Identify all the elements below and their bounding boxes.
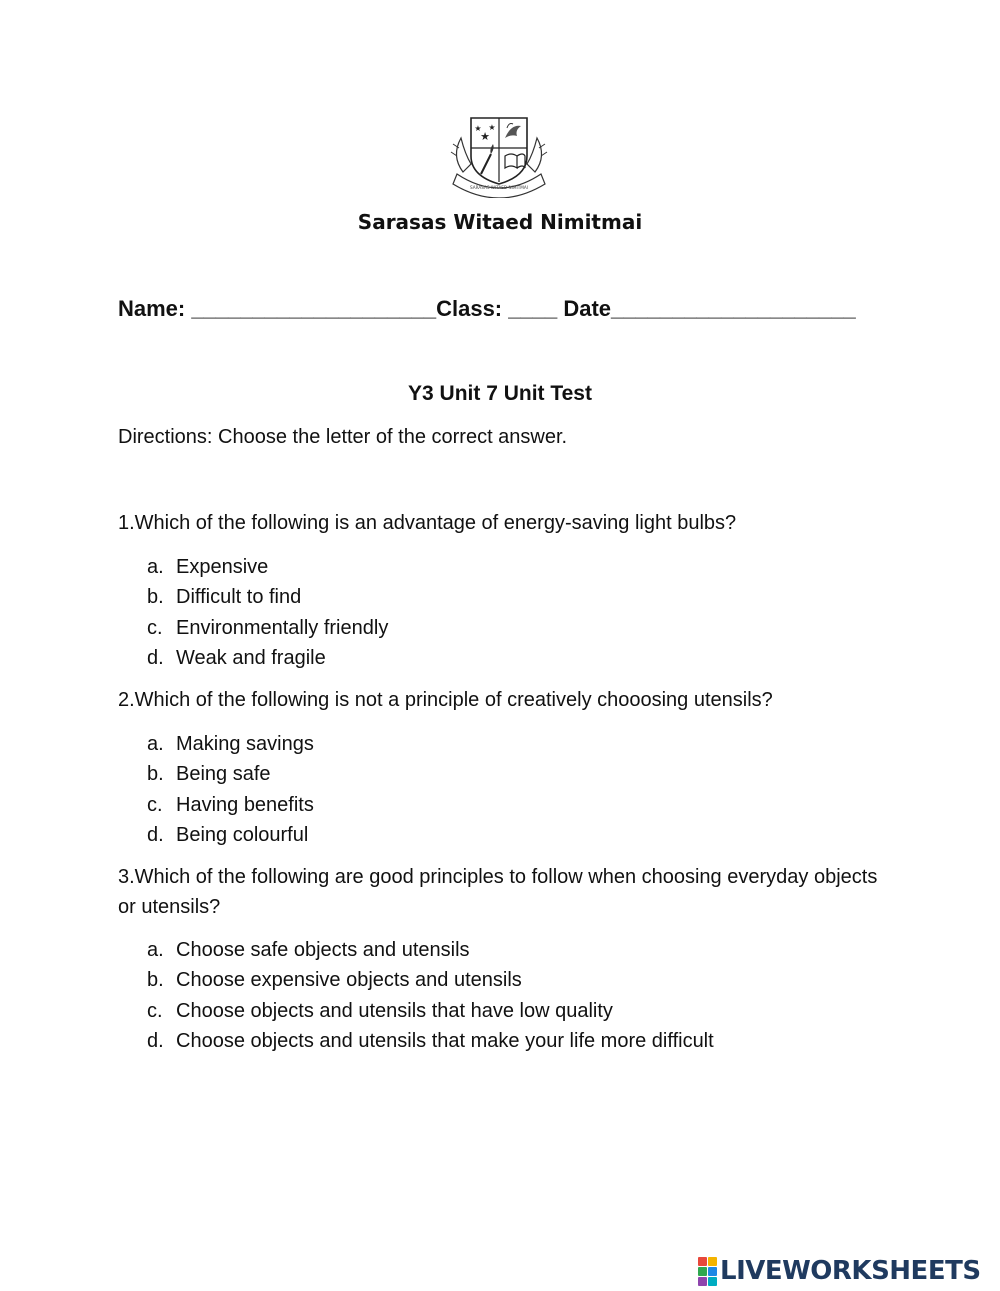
test-title: Y3 Unit 7 Unit Test (408, 382, 592, 405)
option-letter: b. (147, 586, 164, 609)
class-label: Class: (436, 296, 503, 321)
date-label: Date (563, 296, 612, 321)
option-1a[interactable] (147, 552, 388, 582)
directions-text: Directions: Choose the letter of the correct answer. (118, 426, 568, 448)
option-2a[interactable] (147, 729, 314, 759)
liveworksheets-brand (698, 1257, 981, 1285)
liveworksheets-logo-icon (698, 1257, 717, 1286)
option-3d[interactable] (147, 1026, 714, 1056)
option-letter: c. (147, 616, 163, 639)
option-text: Expensive (176, 556, 269, 578)
option-letter: b. (147, 969, 164, 992)
question-3-options (147, 935, 714, 1056)
logo-swatch (708, 1267, 717, 1276)
option-text: Being colourful (176, 823, 309, 846)
option-text: Choose objects and utensils that have low quality (176, 999, 613, 1022)
option-1b[interactable] (147, 582, 388, 612)
option-2d[interactable] (147, 820, 314, 850)
option-letter: a. (147, 733, 164, 755)
option-letter: d. (147, 1029, 164, 1052)
svg-text:★: ★ (474, 124, 482, 133)
option-text: Choose safe objects and utensils (176, 939, 470, 961)
option-text: Environmentally friendly (176, 616, 389, 639)
name-label: Name: (118, 296, 186, 321)
option-3a[interactable] (147, 935, 714, 965)
question-3-text: 3.Which of the following are good principles to follow when choosing everyday objects or utensils? (118, 866, 878, 918)
option-text: Being safe (176, 763, 271, 786)
class-field[interactable]: ____ (508, 296, 558, 321)
logo-swatch (708, 1257, 717, 1266)
option-letter: a. (147, 939, 164, 961)
option-letter: d. (147, 823, 164, 846)
option-text: Difficult to find (176, 586, 302, 609)
option-text: Choose expensive objects and utensils (176, 969, 522, 992)
option-2c[interactable] (147, 790, 314, 820)
crest-motto: SARASAS WITAED NIMITMAI (470, 185, 528, 190)
logo-swatch (698, 1277, 707, 1286)
option-3c[interactable] (147, 996, 714, 1026)
svg-text:★: ★ (488, 123, 496, 132)
option-text: Weak and fragile (176, 646, 326, 669)
logo-swatch (698, 1267, 707, 1276)
question-2-text: 2.Which of the following is not a principle of creatively chooosing utensils? (118, 689, 773, 711)
option-letter: c. (147, 793, 163, 816)
date-field[interactable]: ____________________ (611, 296, 856, 321)
option-1d[interactable] (147, 643, 388, 673)
option-letter: b. (147, 763, 164, 786)
logo-swatch (708, 1277, 717, 1286)
option-letter: c. (147, 999, 163, 1022)
option-letter: d. (147, 646, 164, 669)
option-text: Making savings (176, 733, 314, 755)
school-name: Sarasas Witaed Nimitmai (357, 210, 643, 234)
option-1c[interactable] (147, 613, 388, 643)
question-1-text: 1.Which of the following is an advantage of energy-saving light bulbs? (118, 512, 737, 534)
student-info-line (118, 296, 856, 322)
option-2b[interactable] (147, 759, 314, 789)
option-text: Choose objects and utensils that make your life more difficult (176, 1029, 714, 1052)
liveworksheets-wordmark: LIVEWORKSHEETS (720, 1256, 981, 1286)
option-letter: a. (147, 556, 164, 578)
question-1-options (147, 552, 388, 673)
svg-text:★: ★ (480, 131, 490, 143)
question-2-options (147, 729, 314, 850)
option-text: Having benefits (176, 793, 314, 816)
logo-swatch (698, 1257, 707, 1266)
option-3b[interactable] (147, 965, 714, 995)
name-field[interactable]: ____________________ (191, 296, 437, 321)
school-crest-logo (447, 112, 551, 198)
